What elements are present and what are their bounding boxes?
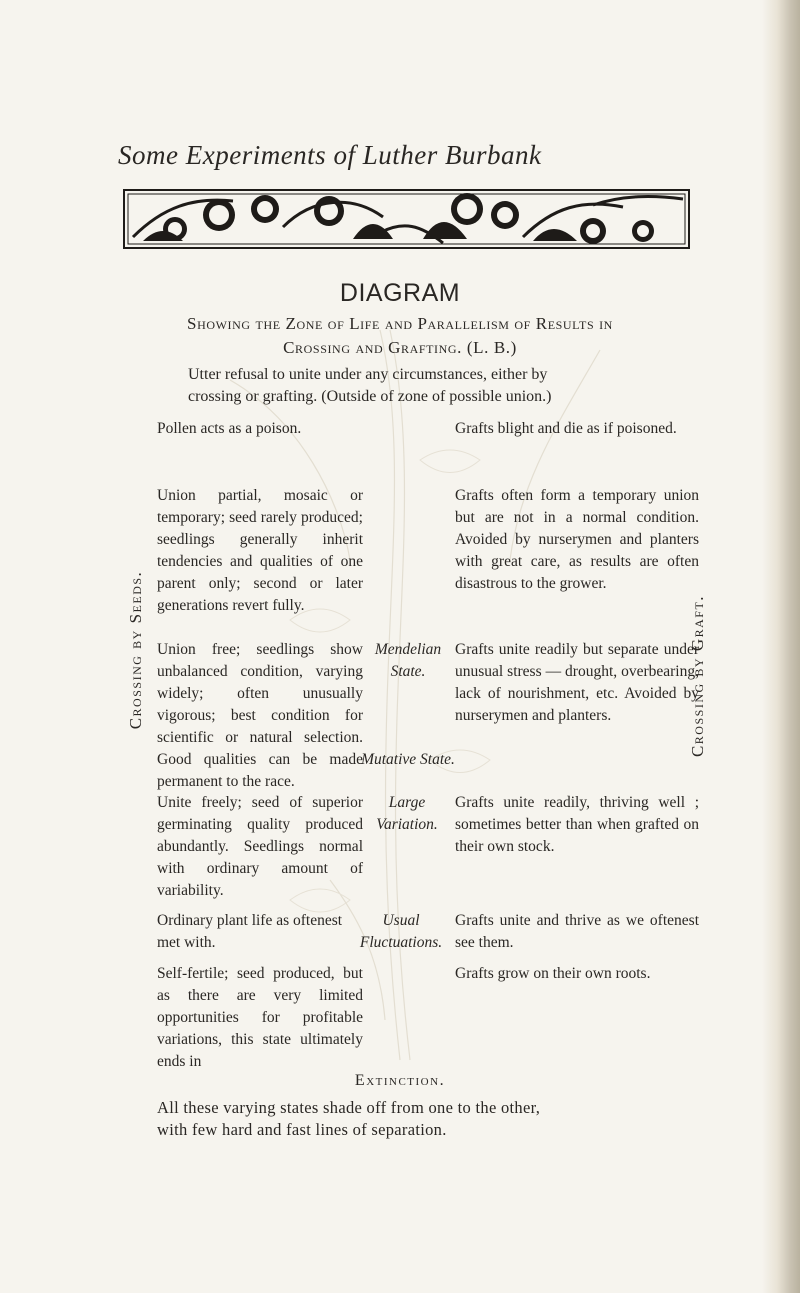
graft-text-row-5: Grafts unite and thrive as we oftenest see them. xyxy=(455,912,699,951)
ornamental-banner xyxy=(123,187,690,251)
diagram-subtitle xyxy=(0,312,800,360)
subtitle-line-1: Showing the Zone of Life and Parallelism of Results in xyxy=(187,314,613,333)
seeds-text-row-5: Ordinary plant life as oftenest met with. xyxy=(157,912,343,951)
intro-line-2: crossing or grafting. (Outside of zone of possible union.) xyxy=(188,388,552,405)
seeds-text-row-3: Union free; seedlings show unbalanced condition, varying widely; often unusually vigorous; best condition for scientific or natural selection. Good qualities can be made permanent to the race. xyxy=(157,641,363,790)
intro-line-1: Utter refusal to unite under any circumstances, either by xyxy=(188,366,548,383)
footer-note xyxy=(157,1097,697,1141)
graft-text-row-4: Grafts unite readily, thriving well ; sometimes better than when grafted on their own stock. xyxy=(455,794,699,855)
seeds-text-row-4: Unite freely; seed of superior germinating quality produced abundantly. Seedlings normal with ordinary amount of variability. xyxy=(157,794,363,899)
page-edge-shadow xyxy=(762,0,800,1293)
graft-text-row-2: Grafts often form a temporary union but are not in a normal condition. Avoided by nurserymen and planters with great care, as results are often disastrous to the grower. xyxy=(455,487,699,592)
seeds-text-row-2: Union partial, mosaic or temporary; seed rarely produced; seedlings generally inherit tendencies and qualities of one parent only; second or later generations revert fully. xyxy=(157,487,363,614)
extinction-label: Extinction. xyxy=(354,1072,446,1089)
side-label-graft: Crossing by Graft. xyxy=(688,594,707,758)
graft-text-row-6: Grafts grow on their own roots. xyxy=(455,965,651,982)
seeds-text-row-1: Pollen acts as a poison. xyxy=(157,420,302,437)
side-label-seeds: Crossing by Seeds. xyxy=(126,570,145,730)
diagram-heading: DIAGRAM xyxy=(339,279,461,307)
state-label-large-variation: Large Variation. xyxy=(376,794,438,833)
footer-line-1: All these varying states shade off from one to the other, xyxy=(157,1098,541,1117)
state-label-mutative: Mutative State. xyxy=(361,751,455,768)
footer-line-2: with few hard and fast lines of separation. xyxy=(157,1120,447,1139)
graft-text-row-3: Grafts unite readily but separate under unusual stress — drought, overbearing, lack of nourishment, etc. Avoided by nurserymen and planters. xyxy=(455,641,699,724)
subtitle-line-2: Crossing and Grafting. (L. B.) xyxy=(283,338,517,357)
state-label-mendelian: Mendelian State. xyxy=(374,641,442,680)
seeds-text-row-6: Self-fertile; seed produced, but as there are very limited opportunities for profitable variations, this state ultimately ends in xyxy=(157,965,363,1070)
state-label-usual-fluctuations: Usual Fluctuations. xyxy=(359,912,443,951)
graft-text-row-1: Grafts blight and die as if poisoned. xyxy=(455,420,677,437)
running-title: Some Experiments of Luther Burbank xyxy=(118,140,542,170)
